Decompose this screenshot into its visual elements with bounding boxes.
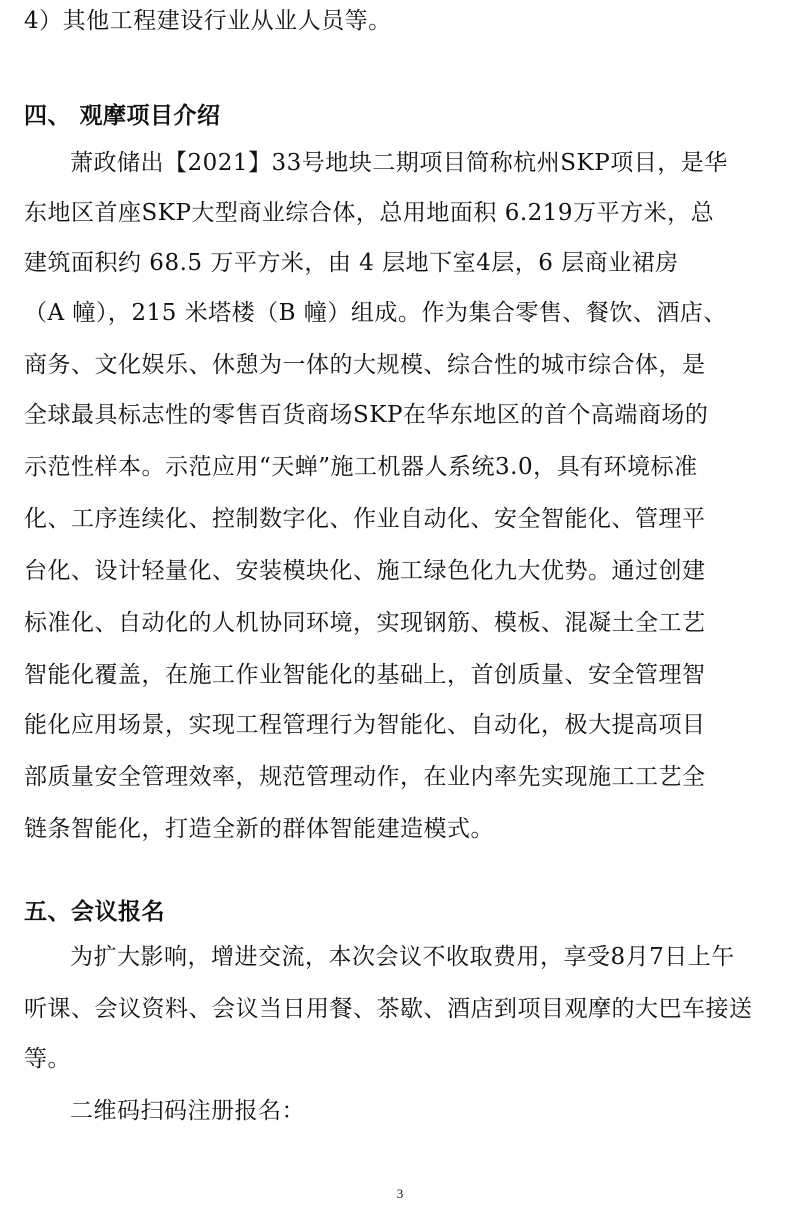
section-5-heading: 五、会议报名 [24,899,165,925]
section-4-paragraph-line: 化、工序连续化、控制数字化、作业自动化、安全智能化、管理平 [24,506,706,532]
section-4-paragraph-line: 部质量安全管理效率，规范管理动作，在业内率先实现施工工艺全 [24,764,706,790]
section-4-paragraph-line: 示范性样本。示范应用“天蝉”施工机器人系统3.0，具有环境标准 [24,454,698,480]
section-4-paragraph-line: 标准化、自动化的人机协同环境，实现钢筋、模板、混凝土全工艺 [24,610,706,636]
section-5-paragraph-line: 为扩大影响，增进交流，本次会议不收取费用，享受8月7日上午 [70,944,735,970]
section-4-paragraph-line: 台化、设计轻量化、安装模块化、施工绿色化九大优势。通过创建 [24,558,706,584]
section-4-paragraph-line: 建筑面积约 68.5 万平方米，由 4 层地下室4层，6 层商业裙房 [24,250,679,276]
page-number: 3 [396,1186,404,1201]
section-4-paragraph-line: 东地区首座SKP大型商业综合体，总用地面积 6.219万平方米，总 [24,200,715,226]
section-4-paragraph-line: 全球最具标志性的零售百货商场SKP在华东地区的首个高端商场的 [24,402,709,428]
section-4-paragraph-line: 链条智能化，打造全新的群体智能建造模式。 [24,816,494,842]
intro-line: 4）其他工程建设行业从业人员等。 [24,8,392,34]
section-4-paragraph-line: 商务、文化娱乐、休憩为一体的大规模、综合性的城市综合体，是 [24,352,706,378]
section-4-paragraph-line: 智能化覆盖，在施工作业智能化的基础上，首创质量、安全管理智 [24,662,706,688]
section-5-paragraph-line: 听课、会议资料、会议当日用餐、茶歇、酒店到项目观摩的大巴车接送 [24,996,753,1022]
section-5-paragraph-line: 等。 [24,1046,71,1072]
section-4-paragraph-line: （A 幢），215 米塔楼（B 幢）组成。作为集合零售、餐饮、酒店、 [24,300,727,326]
section-4-heading: 四、 观摩项目介绍 [24,103,221,129]
qr-registration-note: 二维码扫码注册报名： [70,1098,305,1124]
section-4-paragraph-line: 萧政储出【2021】33号地块二期项目简称杭州SKP项目，是华 [70,150,728,176]
section-4-paragraph-line: 能化应用场景，实现工程管理行为智能化、自动化，极大提高项目 [24,712,706,738]
